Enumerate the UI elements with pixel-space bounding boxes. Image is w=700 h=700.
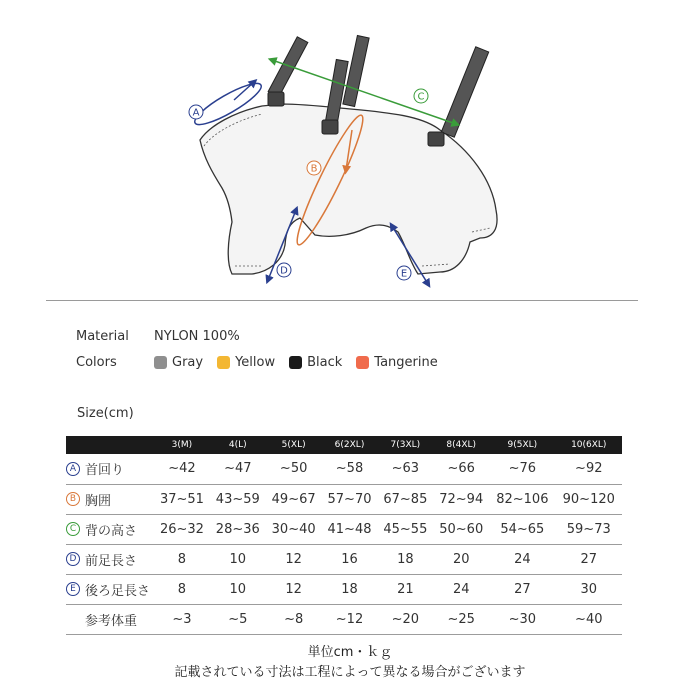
table-cell: ~3 bbox=[154, 604, 210, 634]
section-divider bbox=[46, 300, 638, 301]
row-label: 首回り bbox=[85, 463, 125, 479]
label-b: B bbox=[310, 163, 318, 175]
color-black: Black bbox=[289, 355, 342, 370]
table-cell: ~8 bbox=[266, 604, 322, 634]
table-cell: ~76 bbox=[489, 454, 555, 484]
garment-diagram bbox=[0, 0, 700, 300]
row-marker: A bbox=[66, 462, 80, 476]
table-cell: 30 bbox=[556, 574, 622, 604]
row-marker: E bbox=[66, 582, 80, 596]
table-row bbox=[66, 604, 622, 634]
table-cell: ~66 bbox=[433, 454, 489, 484]
table-cell: 82~106 bbox=[489, 484, 555, 514]
table-cell: 54~65 bbox=[489, 514, 555, 544]
table-row bbox=[66, 454, 622, 484]
table-cell: 18 bbox=[322, 574, 378, 604]
table-cell: 8 bbox=[154, 544, 210, 574]
swatch-yellow bbox=[217, 356, 230, 369]
size-col-header: 9(5XL) bbox=[489, 436, 555, 454]
table-cell: 90~120 bbox=[556, 484, 622, 514]
table-cell: 49~67 bbox=[266, 484, 322, 514]
size-col-header: 4(L) bbox=[210, 436, 266, 454]
row-label: 参考体重 bbox=[85, 613, 138, 629]
table-row bbox=[66, 484, 622, 514]
size-header-row bbox=[66, 436, 622, 454]
row-label: 後ろ足長さ bbox=[85, 583, 151, 599]
row-label-cell bbox=[66, 484, 154, 514]
table-row bbox=[66, 574, 622, 604]
unit-note: 単位cm・ｋｇ bbox=[307, 645, 393, 660]
table-cell: 59~73 bbox=[556, 514, 622, 544]
table-cell: 12 bbox=[266, 544, 322, 574]
color-gray: Gray bbox=[154, 355, 203, 370]
swatch-black bbox=[289, 356, 302, 369]
material-row bbox=[76, 329, 240, 344]
material-value: NYLON 100% bbox=[154, 329, 240, 344]
label-d: D bbox=[280, 265, 288, 277]
table-cell: 30~40 bbox=[266, 514, 322, 544]
size-col-header: 3(M) bbox=[154, 436, 210, 454]
material-label: Material bbox=[76, 329, 129, 344]
row-marker: D bbox=[66, 552, 80, 566]
table-cell: 45~55 bbox=[377, 514, 433, 544]
table-cell: ~47 bbox=[210, 454, 266, 484]
table-cell: ~40 bbox=[556, 604, 622, 634]
table-cell: ~42 bbox=[154, 454, 210, 484]
table-cell: ~92 bbox=[556, 454, 622, 484]
size-col-header: 7(3XL) bbox=[377, 436, 433, 454]
table-cell: 18 bbox=[377, 544, 433, 574]
label-e: E bbox=[400, 268, 408, 280]
table-cell: 27 bbox=[489, 574, 555, 604]
row-label-cell bbox=[66, 514, 154, 544]
size-col-header: 6(2XL) bbox=[322, 436, 378, 454]
table-cell: 24 bbox=[489, 544, 555, 574]
table-cell: 10 bbox=[210, 544, 266, 574]
row-label-cell bbox=[66, 454, 154, 484]
label-a: A bbox=[192, 107, 200, 119]
row-marker: B bbox=[66, 492, 80, 506]
table-cell: ~5 bbox=[210, 604, 266, 634]
table-cell: ~12 bbox=[322, 604, 378, 634]
table-cell: 43~59 bbox=[210, 484, 266, 514]
colors-row bbox=[76, 355, 452, 370]
table-cell: 27 bbox=[556, 544, 622, 574]
row-label: 胸囲 bbox=[85, 493, 112, 509]
size-col-header: 10(6XL) bbox=[556, 436, 622, 454]
table-row bbox=[66, 514, 622, 544]
table-cell: 41~48 bbox=[322, 514, 378, 544]
table-cell: 37~51 bbox=[154, 484, 210, 514]
row-label: 前足長さ bbox=[85, 553, 138, 569]
swatch-tangerine bbox=[356, 356, 369, 369]
row-label-cell bbox=[66, 544, 154, 574]
table-cell: 21 bbox=[377, 574, 433, 604]
header-blank bbox=[66, 436, 154, 454]
colors-label: Colors bbox=[76, 355, 117, 370]
table-cell: 67~85 bbox=[377, 484, 433, 514]
table-cell: 26~32 bbox=[154, 514, 210, 544]
table-cell: 10 bbox=[210, 574, 266, 604]
size-table bbox=[66, 436, 622, 635]
size-col-header: 5(XL) bbox=[266, 436, 322, 454]
table-cell: 20 bbox=[433, 544, 489, 574]
table-cell: ~63 bbox=[377, 454, 433, 484]
table-cell: ~20 bbox=[377, 604, 433, 634]
table-cell: 24 bbox=[433, 574, 489, 604]
table-cell: ~25 bbox=[433, 604, 489, 634]
strap-left bbox=[268, 37, 308, 106]
table-cell: 72~94 bbox=[433, 484, 489, 514]
footnote: 記載されている寸法は工程によって異なる場合がございます bbox=[174, 665, 526, 680]
table-cell: 28~36 bbox=[210, 514, 266, 544]
table-row bbox=[66, 544, 622, 574]
row-label: 背の高さ bbox=[85, 523, 138, 539]
size-col-header: 8(4XL) bbox=[433, 436, 489, 454]
table-cell: ~50 bbox=[266, 454, 322, 484]
table-cell: ~58 bbox=[322, 454, 378, 484]
color-tangerine: Tangerine bbox=[356, 355, 437, 370]
table-cell: ~30 bbox=[489, 604, 555, 634]
table-cell: 12 bbox=[266, 574, 322, 604]
size-heading: Size(cm) bbox=[77, 406, 134, 421]
table-cell: 16 bbox=[322, 544, 378, 574]
color-yellow: Yellow bbox=[217, 355, 275, 370]
table-cell: 57~70 bbox=[322, 484, 378, 514]
row-label-cell bbox=[66, 574, 154, 604]
row-marker: C bbox=[66, 522, 80, 536]
label-c: C bbox=[417, 91, 425, 103]
swatch-gray bbox=[154, 356, 167, 369]
row-label-cell bbox=[66, 604, 154, 634]
table-cell: 50~60 bbox=[433, 514, 489, 544]
table-cell: 8 bbox=[154, 574, 210, 604]
